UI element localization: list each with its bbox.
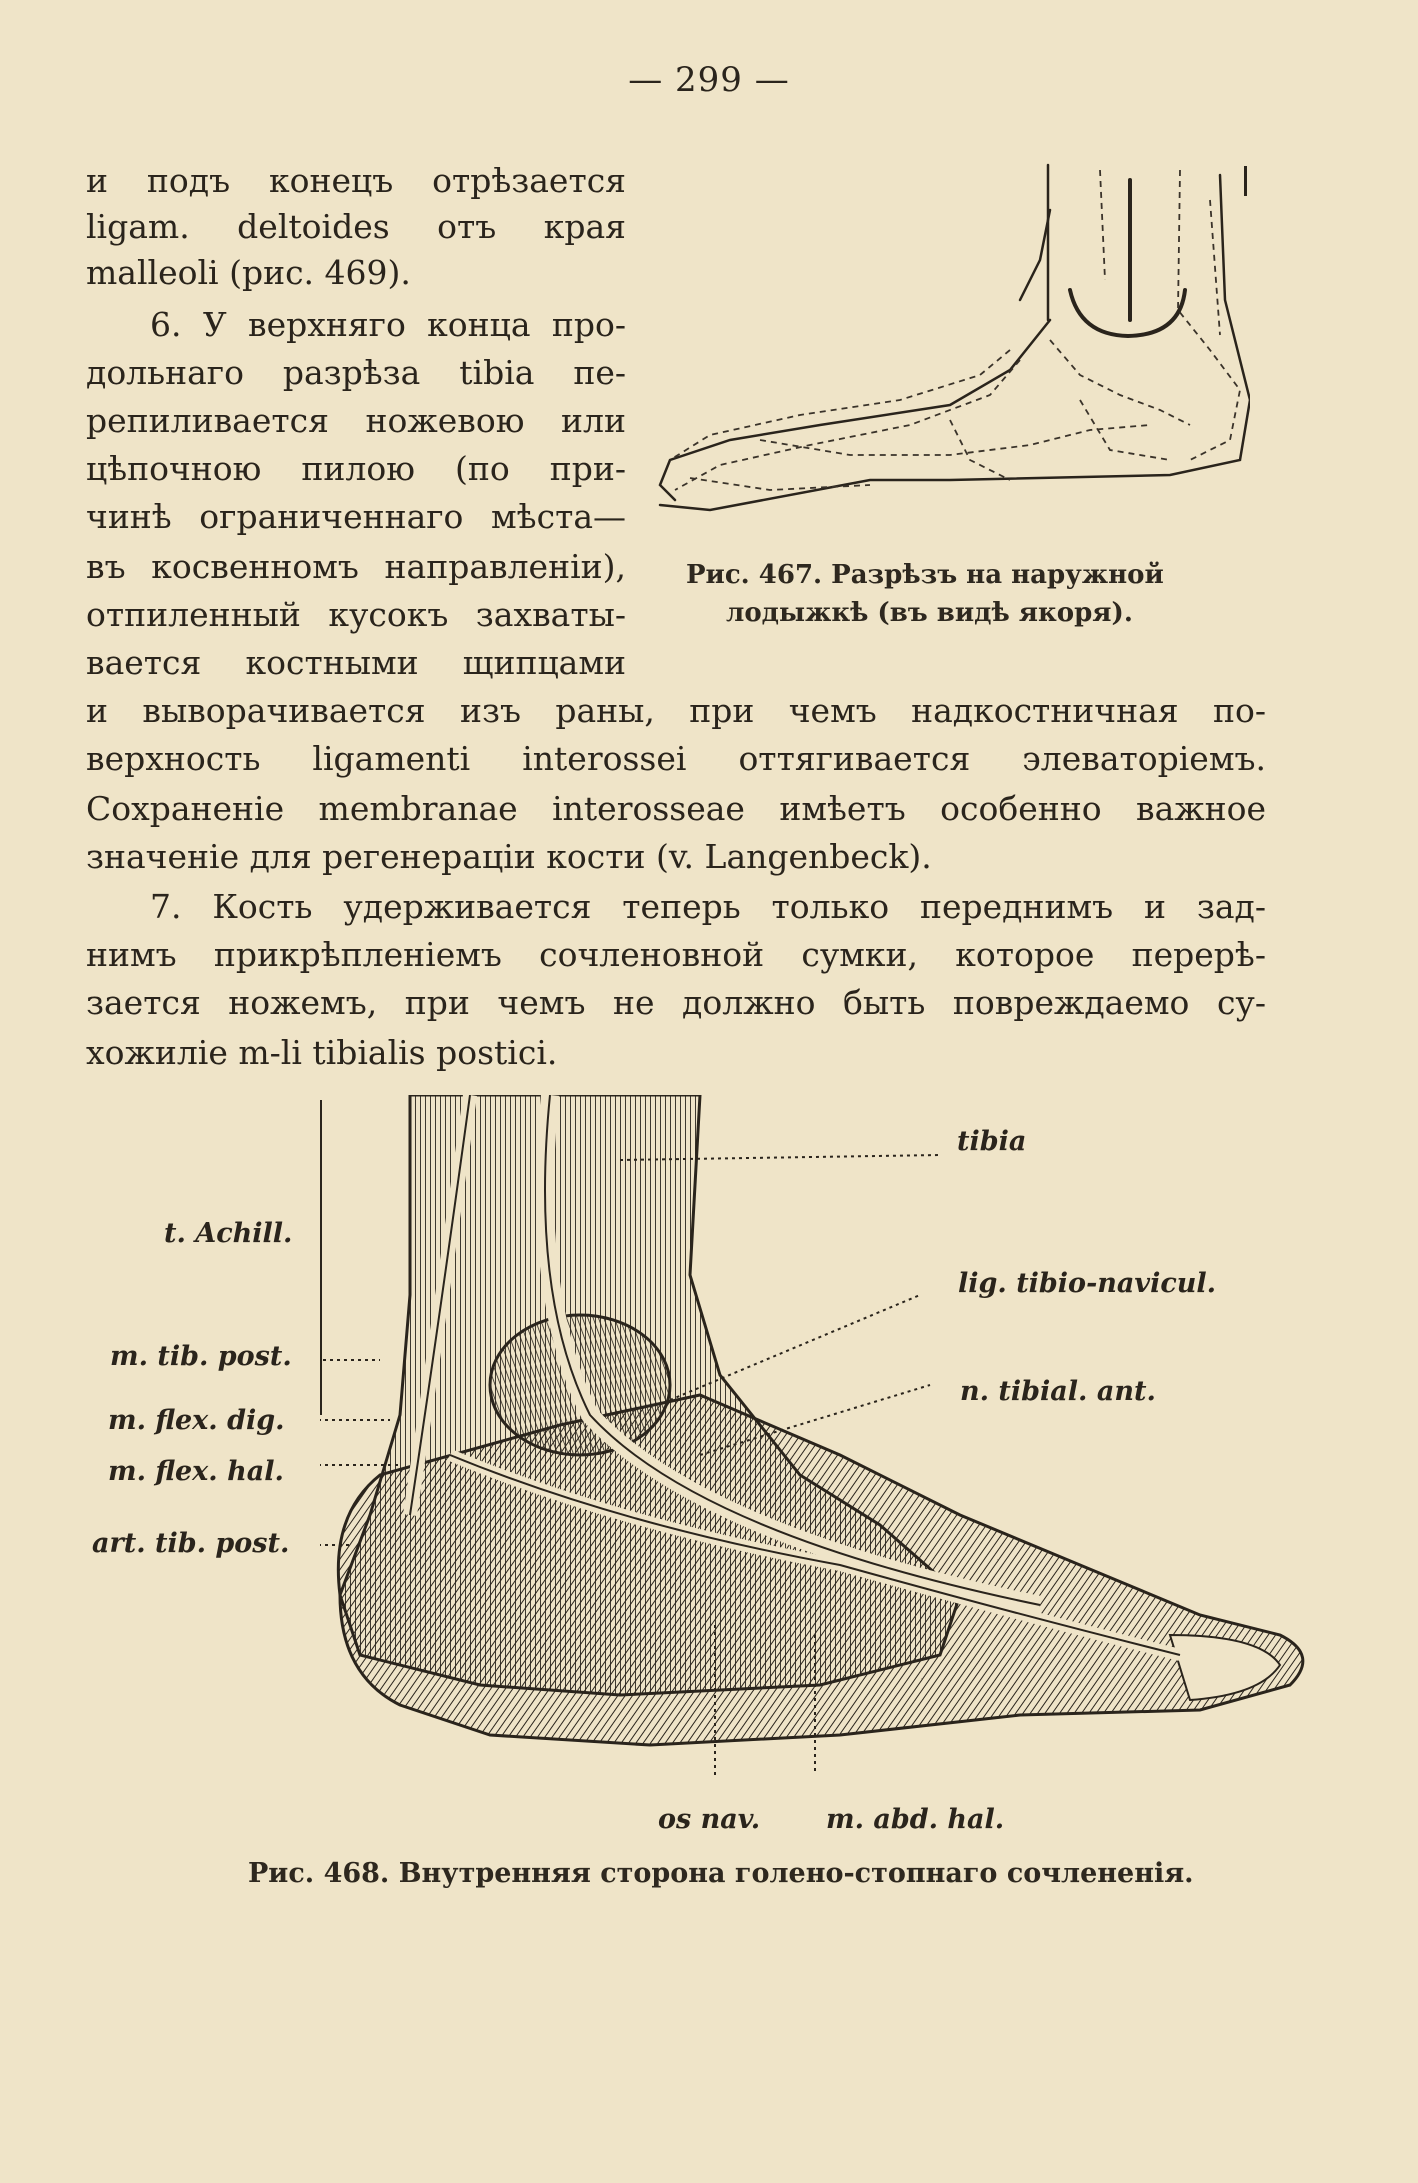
text-line-8: чинѣ ограниченнаго мѣста—: [86, 497, 626, 536]
text-line-4: 6. У верхняго конца про-: [150, 305, 626, 344]
figure-467-drawing: [650, 160, 1250, 530]
text-line-5: дольнаго разрѣза tibia пе-: [86, 353, 626, 392]
text-line-14: Сохраненіе membranae interosseae имѣетъ особенно важное: [86, 789, 1266, 828]
label-m-tib-post: m. tib. post.: [110, 1341, 292, 1372]
text-line-11: вается костными щипцами: [86, 643, 626, 682]
label-os-nav: os nav.: [658, 1804, 761, 1835]
text-line-15: значеніе для регенераціи кости (v. Langenbeck).: [86, 837, 932, 876]
figure-468-drawing: [320, 1095, 1330, 1785]
text-line-7: цѣпочною пилою (по при-: [86, 449, 626, 488]
page-number: — 299 —: [628, 60, 790, 100]
label-tibia: tibia: [957, 1126, 1027, 1157]
text-line-6: репиливается ножевою или: [86, 401, 626, 440]
label-art-tib-post: art. tib. post.: [92, 1528, 290, 1559]
text-line-3: malleoli (рис. 469).: [86, 253, 411, 292]
label-m-flex-dig: m. flex. dig.: [108, 1405, 285, 1436]
text-line-19: хожиліе m-li tibialis postici.: [86, 1033, 558, 1072]
label-n-tibial-ant: n. tibial. ant.: [960, 1376, 1156, 1407]
text-line-13: верхность ligamenti interossei оттягивается элеваторіемъ.: [86, 739, 1266, 778]
text-line-2: ligam. deltoides отъ края: [86, 207, 626, 246]
label-t-achill: t. Achill.: [164, 1218, 293, 1249]
text-line-12: и выворачивается изъ раны, при чемъ надкостничная по-: [86, 691, 1266, 730]
figure-468-caption: Рис. 468. Внутренняя сторона голено-стопнаго сочлененія.: [248, 1858, 1194, 1889]
text-line-17: нимъ прикрѣпленіемъ сочленовной сумки, которое перерѣ-: [86, 935, 1266, 974]
figure-467-caption-line1: Рис. 467. Разрѣзъ на наружной: [686, 560, 1164, 590]
label-m-abd-hal: m. abd. hal.: [826, 1804, 1005, 1835]
text-line-1: и подъ конецъ отрѣзается: [86, 161, 626, 200]
label-lig-tibio-navicul: lig. tibio-navicul.: [958, 1268, 1217, 1299]
text-line-10: отпиленный кусокъ захваты-: [86, 595, 626, 634]
text-line-9: въ косвенномъ направленіи),: [86, 547, 626, 586]
label-m-flex-hal: m. flex. hal.: [108, 1456, 284, 1487]
figure-467-caption-line2: лодыжкѣ (въ видѣ якоря).: [726, 598, 1133, 628]
text-line-18: зается ножемъ, при чемъ не должно быть повреждаемо су-: [86, 983, 1266, 1022]
text-line-16: 7. Кость удерживается теперь только переднимъ и зад-: [150, 887, 1266, 926]
